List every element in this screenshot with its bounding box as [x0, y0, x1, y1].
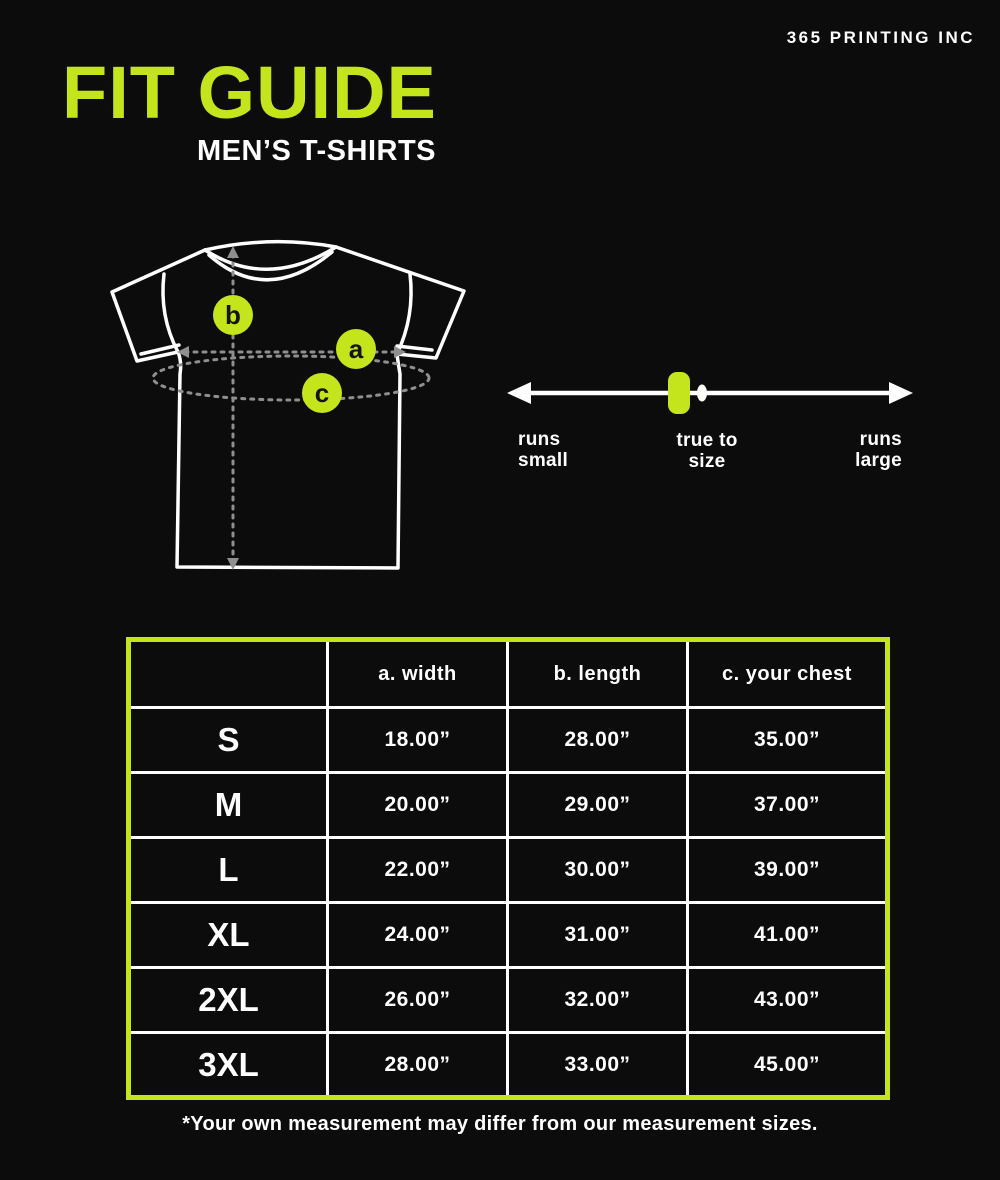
header-width: a. width [328, 640, 508, 708]
width-value: 24.00” [328, 903, 508, 968]
width-value: 18.00” [328, 708, 508, 773]
size-label: XL [129, 903, 328, 968]
length-value: 32.00” [508, 968, 688, 1033]
marker-circles [213, 295, 376, 413]
title-block [62, 51, 437, 168]
header-size [129, 640, 328, 708]
size-chart-table [126, 637, 890, 1100]
chest-dotted-ellipse [153, 356, 429, 400]
header-chest: c. your chest [688, 640, 888, 708]
size-label: M [129, 773, 328, 838]
length-value: 33.00” [508, 1033, 688, 1098]
size-label: 3XL [129, 1033, 328, 1098]
fit-scale-left-arrowhead [507, 382, 531, 404]
width-value: 26.00” [328, 968, 508, 1033]
length-value: 28.00” [508, 708, 688, 773]
chest-value: 45.00” [688, 1033, 888, 1098]
chest-value: 43.00” [688, 968, 888, 1033]
tshirt-outline [112, 242, 464, 568]
runs-small-label [518, 430, 568, 472]
fit-scale [505, 368, 915, 422]
marker-a-label: a [348, 334, 364, 364]
page-title: FIT GUIDE [62, 51, 437, 134]
size-label: 2XL [129, 968, 328, 1033]
length-value: 30.00” [508, 838, 688, 903]
width-value: 28.00” [328, 1033, 508, 1098]
table-header-row [129, 640, 888, 708]
size-label: S [129, 708, 328, 773]
table-row [129, 838, 888, 903]
tshirt-measurement-diagram [95, 238, 485, 583]
width-value: 20.00” [328, 773, 508, 838]
table-row [129, 1033, 888, 1098]
runs-large-line1: runs [859, 429, 902, 450]
chest-value: 35.00” [688, 708, 888, 773]
table-row [129, 968, 888, 1033]
runs-small-line2: small [518, 449, 569, 471]
chest-value: 37.00” [688, 773, 888, 838]
page-subtitle: MEN’S T-SHIRTS [196, 135, 436, 167]
measurement-guides [153, 254, 429, 562]
fit-scale-dot [697, 385, 707, 402]
measurement-disclaimer: *Your own measurement may differ from our measurement sizes. [182, 1113, 818, 1135]
header-length: b. length [508, 640, 688, 708]
true-to-size-line1: true to [676, 430, 738, 451]
marker-b-label: b [225, 300, 241, 330]
size-label: L [129, 838, 328, 903]
width-value: 22.00” [328, 838, 508, 903]
runs-small-line1: runs [518, 429, 561, 450]
chest-value: 41.00” [688, 903, 888, 968]
table-row [129, 708, 888, 773]
runs-large-label [798, 430, 902, 472]
length-value: 31.00” [508, 903, 688, 968]
table-row [129, 773, 888, 838]
runs-large-line2: large [855, 449, 902, 471]
fit-scale-right-arrowhead [889, 382, 913, 404]
brand-name: 365 PRINTING INC [786, 28, 975, 47]
table-row [129, 903, 888, 968]
chest-value: 39.00” [688, 838, 888, 903]
marker-c-label: c [314, 378, 330, 408]
true-to-size-line2: size [688, 450, 726, 472]
length-value: 29.00” [508, 773, 688, 838]
true-to-size-label [648, 431, 766, 473]
guide-arrowheads [177, 246, 406, 570]
fit-indicator-pill [668, 372, 690, 414]
